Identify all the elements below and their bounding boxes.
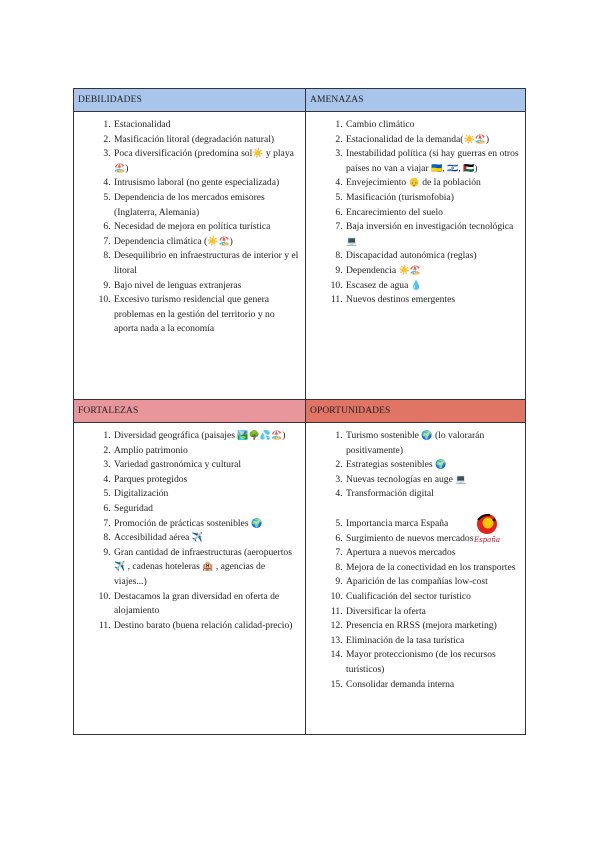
item-text: Estrategias sostenibles xyxy=(346,459,435,471)
emoji-icon: 🏖️ xyxy=(271,430,283,440)
fortalezas-item xyxy=(113,502,299,517)
amenazas-item xyxy=(345,220,519,249)
item-text: , agencias de viajes...) xyxy=(114,561,266,587)
debilidades-list xyxy=(74,118,305,337)
amenazas-cell xyxy=(306,112,526,400)
item-text: Envejecimiento xyxy=(346,177,409,189)
item-text: Excesivo turismo residencial que genera problemas en la gestión del territorio y no aporta nada a la economía xyxy=(114,294,275,335)
item-text: Cualificación del sector turístico xyxy=(346,590,471,602)
debilidades-item xyxy=(113,249,299,278)
item-text: Escasez de agua xyxy=(346,279,411,291)
fortalezas-item xyxy=(113,546,299,590)
item-text: Turismo sostenible xyxy=(346,430,422,441)
amenazas-item xyxy=(345,293,519,308)
oportunidades-header: OPORTUNIDADES xyxy=(306,400,526,423)
item-text: Parques protegidos xyxy=(114,473,188,485)
amenazas-header: AMENAZAS xyxy=(306,89,526,112)
emoji-icon: 🌍 xyxy=(435,459,447,470)
debilidades-item xyxy=(113,133,299,148)
item-text: Baja inversión en investigación tecnológica xyxy=(346,221,514,233)
item-text: Apertura a nuevos mercados xyxy=(346,547,456,559)
item-text: Eliminación de la tasa turística xyxy=(346,634,465,646)
amenazas-item xyxy=(345,191,519,206)
fortalezas-item xyxy=(113,619,299,634)
emoji-icon: 💻 xyxy=(346,235,358,246)
item-text: Destino barato (buena relación calidad-precio) xyxy=(114,619,293,631)
item-text: ) xyxy=(485,133,490,145)
item-text: Estacionalidad xyxy=(114,119,171,130)
amenazas-item xyxy=(345,206,519,221)
oportunidades-item xyxy=(345,458,519,473)
emoji-icon: ☀️ xyxy=(463,133,475,144)
oportunidades-item xyxy=(345,561,519,576)
debilidades-item xyxy=(113,176,299,191)
item-text: ) xyxy=(282,430,286,441)
emoji-icon: 🏖️ xyxy=(218,235,230,246)
oportunidades-item xyxy=(345,678,519,693)
emoji-icon: 🌍 xyxy=(250,517,263,528)
item-text: Masificación litoral (degradación natural) xyxy=(114,133,275,145)
debilidades-header: DEBILIDADES xyxy=(74,89,306,112)
fortalezas-header: FORTALEZAS xyxy=(74,400,306,423)
emoji-icon: 💻 xyxy=(455,473,467,484)
marca-espana-logo-icon xyxy=(469,511,505,547)
item-text: Estacionalidad de la demanda( xyxy=(346,133,464,145)
fortalezas-item xyxy=(113,517,299,532)
item-text: Digitalización xyxy=(114,488,169,500)
debilidades-item xyxy=(113,293,299,337)
item-text: Diversidad geográfica (paisajes xyxy=(114,430,238,441)
item-text: ) xyxy=(229,235,233,247)
item-text: , cadenas hoteleras xyxy=(125,561,203,573)
item-text: Dependencia xyxy=(346,264,399,276)
item-text: Mejora de la conectividad en los transportes xyxy=(346,561,516,573)
fortalezas-item xyxy=(113,429,299,444)
amenazas-item xyxy=(345,264,519,279)
emoji-icon: ☀️ xyxy=(252,148,264,159)
item-text: Importancia marca España xyxy=(346,517,449,529)
item-text: Diversificar la oferta xyxy=(346,605,426,617)
emoji-icon: 🏖️ xyxy=(409,264,421,275)
item-text: Aparición de las compañías low-cost xyxy=(346,576,488,588)
oportunidades-item xyxy=(345,546,519,561)
emoji-icon: ✈️ xyxy=(191,532,203,543)
item-text: Transformación digital xyxy=(346,488,434,500)
fortalezas-cell xyxy=(74,423,306,735)
item-text: Poca diversificación (predomina sol xyxy=(114,148,253,160)
item-text: Discapacidad autonómica (reglas) xyxy=(346,250,477,262)
amenazas-item xyxy=(345,176,519,191)
item-text: Variedad gastronómica y cultural xyxy=(114,459,242,471)
oportunidades-item xyxy=(345,590,519,605)
item-text: Nuevos destinos emergentes xyxy=(346,294,456,306)
item-text: Inestabilidad política (si hay guerras en otros países no van a viajar xyxy=(346,148,519,174)
swot-table xyxy=(73,88,526,735)
oportunidades-item xyxy=(345,634,519,649)
debilidades-item xyxy=(113,147,299,176)
item-text: Masificación (turismofobia) xyxy=(346,191,454,203)
debilidades-item xyxy=(113,220,299,235)
oportunidades-item xyxy=(345,605,519,620)
item-text: y playa xyxy=(263,148,294,160)
fortalezas-list xyxy=(74,429,305,633)
item-text: Dependencia de los mercados emisores (Inglaterra, Alemania) xyxy=(114,191,265,218)
item-text: Mayor proteccionismo (de los recursos turísticos) xyxy=(346,649,496,675)
item-text: Surgimiento de nuevos mercados xyxy=(346,532,474,544)
amenazas-list xyxy=(306,118,525,308)
item-text: Dependencia climática ( xyxy=(114,235,208,247)
oportunidades-item xyxy=(345,487,519,502)
emoji-icon: 🌍 xyxy=(421,430,433,440)
oportunidades-cell xyxy=(306,423,526,735)
emoji-icon: 💦 xyxy=(259,430,271,440)
emoji-icon: ✈️ xyxy=(114,561,126,572)
item-text: Gran cantidad de infraestructuras (aeropuertos xyxy=(114,546,292,558)
item-text: Amplio patrimonio xyxy=(114,444,188,456)
oportunidades-list xyxy=(306,429,525,692)
emoji-icon: 🇮🇱 xyxy=(447,162,459,173)
debilidades-item xyxy=(113,235,299,250)
item-text: Accesibilidad aérea xyxy=(114,532,192,544)
item-text: Bajo nivel de lenguas extranjeras xyxy=(114,279,242,291)
emoji-icon: 🏖️ xyxy=(474,133,486,144)
logo-text: España xyxy=(473,536,501,544)
debilidades-item xyxy=(113,279,299,294)
emoji-icon: ☀️ xyxy=(207,235,219,246)
oportunidades-item xyxy=(345,429,519,458)
item-text: ) xyxy=(125,162,129,174)
item-text: (lo valorarán positivamente) xyxy=(346,430,485,456)
emoji-icon: 🏖️ xyxy=(114,162,126,173)
fortalezas-item xyxy=(113,444,299,459)
oportunidades-item xyxy=(345,648,519,677)
emoji-icon: 💧 xyxy=(410,279,422,290)
item-text: de la población xyxy=(419,177,481,189)
emoji-icon: 🇵🇸 xyxy=(463,162,475,173)
emoji-icon: 🇺🇦 xyxy=(430,162,443,173)
item-text: Nuevas tecnologías en auge xyxy=(346,473,456,485)
item-text: Destacamos la gran diversidad en oferta de alojamiento xyxy=(114,590,280,617)
debilidades-cell xyxy=(74,112,306,400)
item-text: Desequilibrio en infraestructuras de interior y el litoral xyxy=(114,250,299,276)
item-text: , xyxy=(458,162,464,174)
oportunidades-item xyxy=(345,619,519,634)
item-text: Intrusismo laboral (no gente especializada) xyxy=(114,177,280,189)
item-text: Promoción de prácticas sostenibles xyxy=(114,517,251,529)
item-text: Necesidad de mejora en política turística xyxy=(114,221,271,233)
emoji-icon: 🏨 xyxy=(202,561,214,572)
item-text: ) xyxy=(474,162,478,174)
item-text: Cambio climático xyxy=(346,119,415,130)
amenazas-item xyxy=(345,147,519,176)
debilidades-item xyxy=(113,191,299,220)
oportunidades-item xyxy=(345,575,519,590)
emoji-icon: ☀️ xyxy=(398,264,410,275)
emoji-icon: 🌳 xyxy=(248,430,260,440)
amenazas-item xyxy=(345,249,519,264)
item-text: Presencia en RRSS (mejora marketing) xyxy=(346,620,497,632)
amenazas-item xyxy=(345,279,519,294)
oportunidades-item xyxy=(345,473,519,488)
amenazas-item xyxy=(345,133,519,148)
fortalezas-item xyxy=(113,531,299,546)
item-text: Encarecimiento del suelo xyxy=(346,206,443,218)
item-text: Seguridad xyxy=(114,502,153,514)
fortalezas-item xyxy=(113,487,299,502)
emoji-icon: 🏞️ xyxy=(237,430,249,440)
item-text: , xyxy=(442,162,447,174)
debilidades-item xyxy=(113,118,299,133)
fortalezas-item xyxy=(113,458,299,473)
amenazas-item xyxy=(345,118,519,133)
emoji-icon: 👴 xyxy=(408,177,420,188)
item-text: Consolidar demanda interna xyxy=(346,678,455,690)
fortalezas-item xyxy=(113,473,299,488)
fortalezas-item xyxy=(113,590,299,619)
